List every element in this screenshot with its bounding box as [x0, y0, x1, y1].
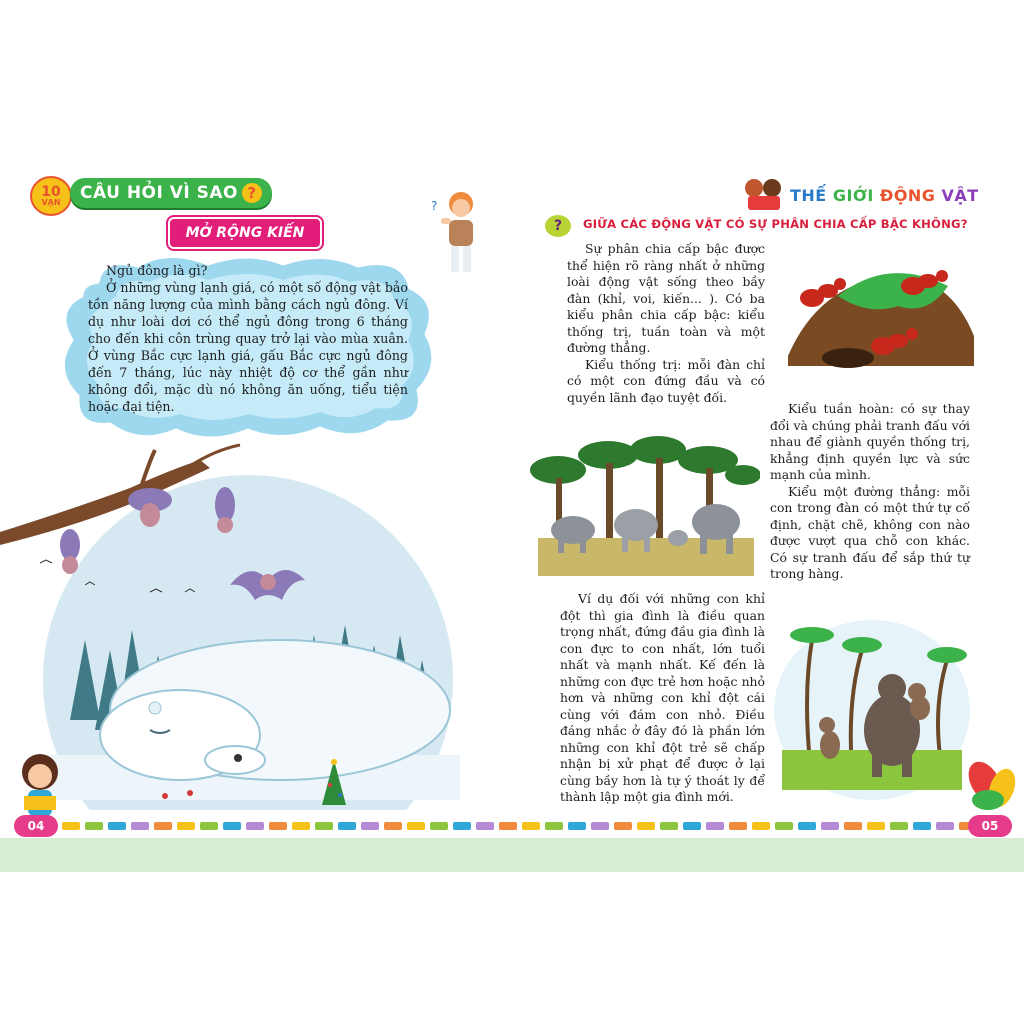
question-bubble-icon: ?: [545, 215, 571, 237]
strip-dash: [821, 822, 839, 830]
series-badge-number: 10: [41, 184, 61, 200]
strip-dash: [614, 822, 632, 830]
paragraph: Kiểu thống trị: mỗi đàn chỉ có một con đứng đầu và có quyền lãnh đạo tuyệt đối.: [567, 356, 765, 405]
strip-dash: [591, 822, 609, 830]
gorilla-family-illustration: [772, 600, 972, 800]
strip-dash: [62, 822, 80, 830]
paragraph: Kiểu tuần hoàn: có sự thay đổi và chúng phải tranh đấu với nhau để giành quyền thống trị, khẳng định quyền lực và sức mạnh của mình.: [770, 401, 970, 482]
footer-band: [0, 838, 1024, 872]
svg-text:?: ?: [431, 199, 438, 213]
strip-dash: [384, 822, 402, 830]
paragraph: Ví dụ đối với những con khỉ đột thì gia đình là điều quan trọng nhất, đứng đầu gia đình là con đực to con nhất, lớn tuổi nhất và mạnh nhất. Kế đến là những con đực trẻ hơn hoặc nhỏ hơn và những con khỉ đột cái cùng với đám con nhỏ. Điều đáng nhắc ở đây đó là phần lớn những con khỉ đột trẻ sẽ chấp nhận bị xử phạt để được ở lại cùng bầy hơn là tự ý thoát ly để thành lập một gia đình mới.: [560, 591, 765, 804]
strip-dash: [545, 822, 563, 830]
strip-dash: [936, 822, 954, 830]
strip-dash: [338, 822, 356, 830]
elephant-herd-illustration: [528, 430, 760, 580]
hibernation-illustration: [0, 410, 500, 810]
strip-dash: [246, 822, 264, 830]
strip-dash: [85, 822, 103, 830]
decorative-leaves: [960, 752, 1024, 816]
strip-dash: [522, 822, 540, 830]
section-question: GIỮA CÁC ĐỘNG VẬT CÓ SỰ PHÂN CHIA CẤP BẬC KHÔNG?: [583, 217, 968, 231]
strip-dash: [775, 822, 793, 830]
strip-dash: [361, 822, 379, 830]
text-block-1: [567, 241, 765, 406]
page-number-left: 04: [14, 815, 58, 837]
paragraph: Sự phân chia cấp bậc được thể hiện rõ ràng nhất ở những loài động vật sống theo bầy đàn (khỉ, voi, kiến... ). Có ba kiểu phân chia cấp bậc: kiểu thống trị, tuần toàn và một đường thẳng.: [567, 241, 765, 355]
strip-dash: [269, 822, 287, 830]
page-number-strip: [0, 815, 1024, 837]
question-mark-icon: ?: [242, 183, 262, 203]
strip-dash: [430, 822, 448, 830]
strip-dash: [108, 822, 126, 830]
strip-dash: [729, 822, 747, 830]
hanging-bat: [215, 487, 235, 533]
cloud-heading: Ngủ đông là gì?: [106, 263, 208, 278]
hanging-bat: [60, 529, 80, 574]
title-part: GIỚI: [832, 186, 880, 205]
strip-dash: [660, 822, 678, 830]
series-title: [70, 178, 272, 208]
strip-dash: [683, 822, 701, 830]
strip-dash: [177, 822, 195, 830]
strip-dash: [913, 822, 931, 830]
elephant-icon: [668, 530, 688, 546]
strip-dash: [453, 822, 471, 830]
strip-dash: [131, 822, 149, 830]
strip-dash: [476, 822, 494, 830]
title-part: THẾ: [790, 186, 833, 205]
strip-dash: [568, 822, 586, 830]
strip-dash: [706, 822, 724, 830]
page-number-right: 05: [968, 815, 1012, 837]
series-badge-word: VẠN: [41, 198, 61, 207]
strip-dash: [499, 822, 517, 830]
strip-dash: [223, 822, 241, 830]
text-block-3: [560, 591, 765, 806]
series-logo-badge: [30, 176, 72, 216]
strip-dash: [637, 822, 655, 830]
text-block-2: [770, 401, 970, 583]
cloud-paragraph: Ở những vùng lạnh giá, có một số động vật bảo tồn năng lượng của mình bằng cách ngủ đông. Ví dụ như loài dơi có thể ngủ đông trong 6 tháng cho đến khi côn trùng quay trở lại vào mùa xuân. Ở vùng Bắc cực lạnh giá, gấu Bắc cực ngủ đông đến 7 tháng, lúc này nhiệt độ cơ thể gần như không đổi, mặc dù nó không ăn uống, tiểu tiện hoặc đại tiện.: [88, 280, 408, 414]
strip-dash: [844, 822, 862, 830]
strip-dash: [752, 822, 770, 830]
kids-reading-icon: [742, 176, 786, 212]
paragraph: Kiểu một đường thẳng: mỗi con trong đàn có một thứ tự cố định, chặt chẽ, không con nào được vượt qua chỗ con khác. Có sự tranh đấu để sắp thứ tự trong hàng.: [770, 483, 970, 581]
strip-dash: [867, 822, 885, 830]
section-label: MỞ RỘNG KIẾN: [168, 217, 322, 249]
strip-dash: [798, 822, 816, 830]
series-title-text: CÂU HỎI VÌ SAO: [80, 183, 239, 203]
right-page-title: [790, 186, 979, 205]
ant-hill-illustration: [778, 246, 978, 382]
strip-dash: [315, 822, 333, 830]
title-part: VẬT: [941, 186, 979, 205]
title-part: ĐỘNG: [879, 186, 942, 205]
strip-dash: [200, 822, 218, 830]
strip-dash: [407, 822, 425, 830]
strip-dash: [890, 822, 908, 830]
strip-dash: [154, 822, 172, 830]
cloud-text: [88, 262, 408, 415]
strip-dash: [292, 822, 310, 830]
